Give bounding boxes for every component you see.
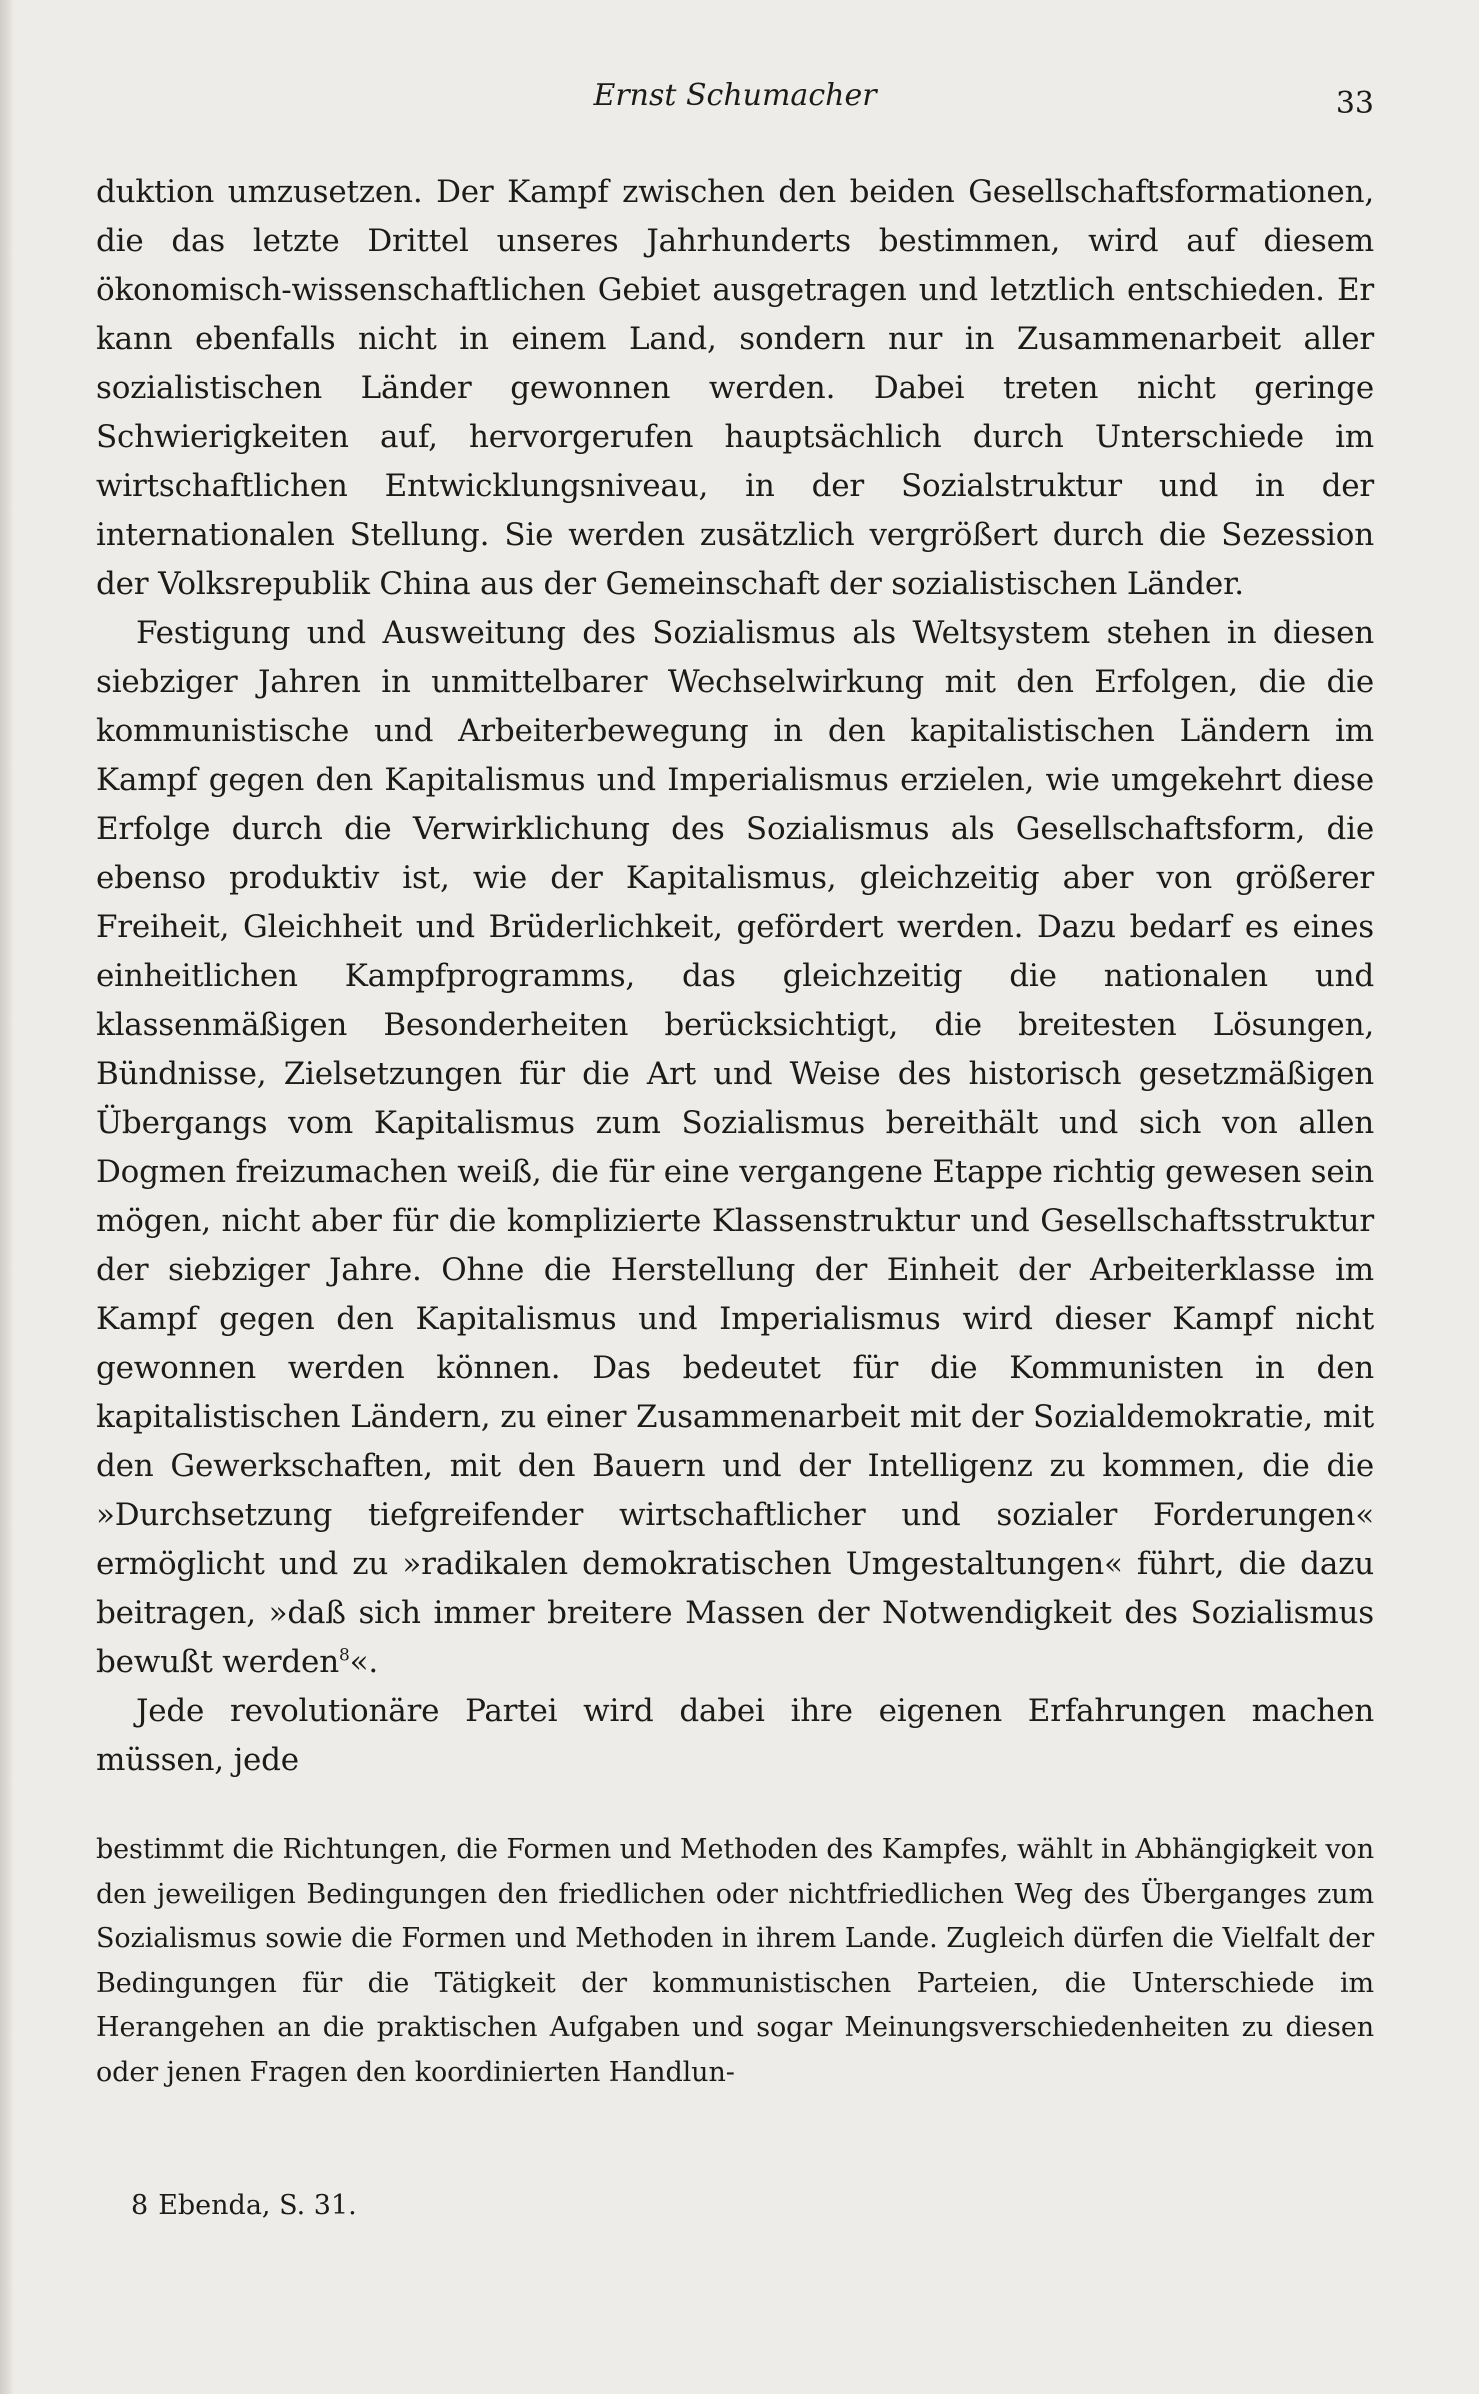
- header-title: Ernst Schumacher: [593, 78, 877, 113]
- binding-edge: [0, 0, 14, 2394]
- paragraph-2-text: Festigung und Ausweitung des Sozialismus als Weltsystem stehen in diesen siebziger Jahren in unmittelbarer Wechselwirkung mit den Erfolgen, die die kommunistische und Arbeiterbewegung in den kapitalistischen Ländern im Kampf gegen den Kapitalismus und Imperialismus erzielen, wie umgekehrt diese Erfolge durch die Verwirklichung des Sozialismus als Gesellschaftsform, die ebenso produktiv ist, wie der Kapitalismus, gleichzeitig aber von größerer Freiheit, Gleichheit und Brüderlichkeit, gefördert werden. Dazu bedarf es eines einheitlichen Kampfprogramms, das gleichzeitig die nationalen und klassenmäßigen Besonderheiten berücksichtigt, die breitesten Lösungen, Bündnisse, Zielsetzungen für die Art und Weise des historisch gesetzmäßigen Übergangs vom Kapitalismus zum Sozialismus bereithält und sich von allen Dogmen freizumachen weiß, die für eine vergangene Etappe richtig gewesen sein mögen, nicht aber für die komplizierte Klassenstruktur und Gesellschaftsstruktur der siebziger Jahre. Ohne die Herstellung der Einheit der Arbeiterklasse im Kampf gegen den Kapitalismus und Imperialismus wird dieser Kampf nicht gewonnen werden können. Das bedeutet für die Kommunisten in den kapitalistischen Ländern, zu einer Zusammenarbeit mit der Sozialdemokratie, mit den Gewerkschaften, mit den Bauern und der Intelligenz zu kommen, die die »Durchsetzung tiefgreifender wirtschaftlicher und sozialer Forderungen« ermöglicht und zu »radikalen demokratischen Umgestaltungen« führt, die dazu beitragen, »daß sich immer breitere Massen der Notwendigkeit des Sozialismus bewußt werden: [96, 615, 1374, 1680]
- block-quote: bestimmt die Richtungen, die Formen und Methoden des Kampfes, wählt in Abhängigkeit von den jeweiligen Bedingungen den friedlichen oder nichtfriedlichen Weg des Überganges zum Sozialismus sowie die Formen und Methoden in ihrem Lande. Zugleich dürfen die Vielfalt der Bedingungen für die Tätigkeit der kommunistischen Parteien, die Unterschiede im Herangehen an die praktischen Aufgaben und sogar Meinungsverschiedenheiten zu diesen oder jenen Fragen den koordinierten Handlun-: [96, 1834, 1374, 2088]
- paragraph-2: [96, 609, 1374, 1687]
- page-number: 33: [1335, 86, 1374, 121]
- main-text: [96, 168, 1374, 1785]
- paragraph-1: duktion umzusetzen. Der Kampf zwischen den beiden Gesellschaftsformationen, die das letzte Drittel unseres Jahrhunderts bestimmen, wird auf diesem ökonomisch-wissenschaftlichen Gebiet ausgetragen und letztlich entschieden. Er kann ebenfalls nicht in einem Land, sondern nur in Zusammenarbeit aller sozialistischen Länder gewonnen werden. Dabei treten nicht geringe Schwierigkeiten auf, hervorgerufen hauptsächlich durch Unterschiede im wirtschaftlichen Entwicklungsniveau, in der Sozialstruktur und in der internationalen Stellung. Sie werden zusätzlich vergrößert durch die Sezession der Volksrepublik China aus der Gemeinschaft der sozialistischen Länder.: [96, 174, 1374, 602]
- footnote-text: Ebenda, S. 31.: [158, 2190, 357, 2221]
- footnote: [131, 2186, 357, 2226]
- paragraph-2-end: «.: [349, 1644, 379, 1680]
- footnote-number: 8: [131, 2190, 149, 2221]
- running-head: [96, 76, 1374, 126]
- footnote-reference: 8: [338, 1645, 350, 1666]
- paragraph-3: Jede revolutionäre Partei wird dabei ihre eigenen Erfahrungen machen müssen, jede: [96, 1693, 1374, 1778]
